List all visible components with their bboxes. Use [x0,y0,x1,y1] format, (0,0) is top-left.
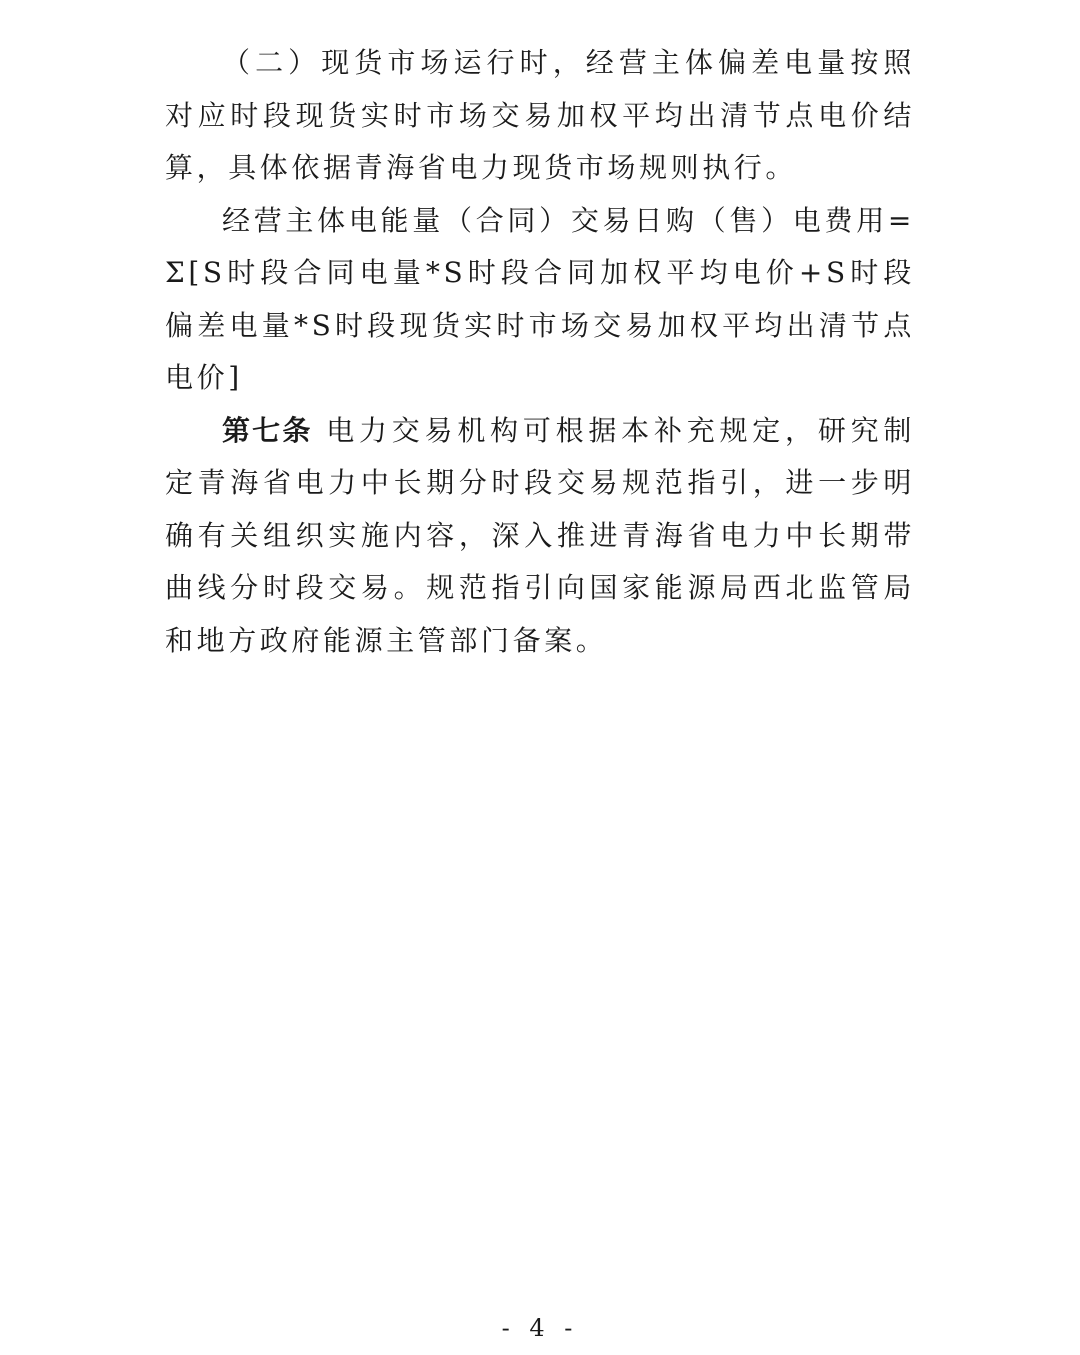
page-number: - 4 - [501,1314,579,1342]
paragraph-spot-market-settlement [165,37,915,195]
formula-text: 经营主体电能量（合同）交易日购（售）电费用=Σ[S时段合同电量*S时段合同加权平均电价+S时段偏差电量*S时段现货实时市场交易加权平均出清节点电价] [165,203,915,394]
paragraph-text: 电力交易机构可根据本补充规定，研究制定青海省电力中长期分时段交易规范指引，进一步明确有关组织实施内容，深入推进青海省电力中长期带曲线分时段交易。规范指引向国家能源局西北监管局和地方政府能源主管部门备案。 [165,413,915,657]
paragraph-article-seven [165,405,915,668]
paragraph-text: （二）现货市场运行时，经营主体偏差电量按照对应时段现货实时市场交易加权平均出清节点电价结算，具体依据青海省电力现货市场规则执行。 [165,46,915,184]
paragraph-fee-formula [165,195,915,405]
article-heading: 第七条 [222,413,313,447]
document-body [165,37,915,667]
